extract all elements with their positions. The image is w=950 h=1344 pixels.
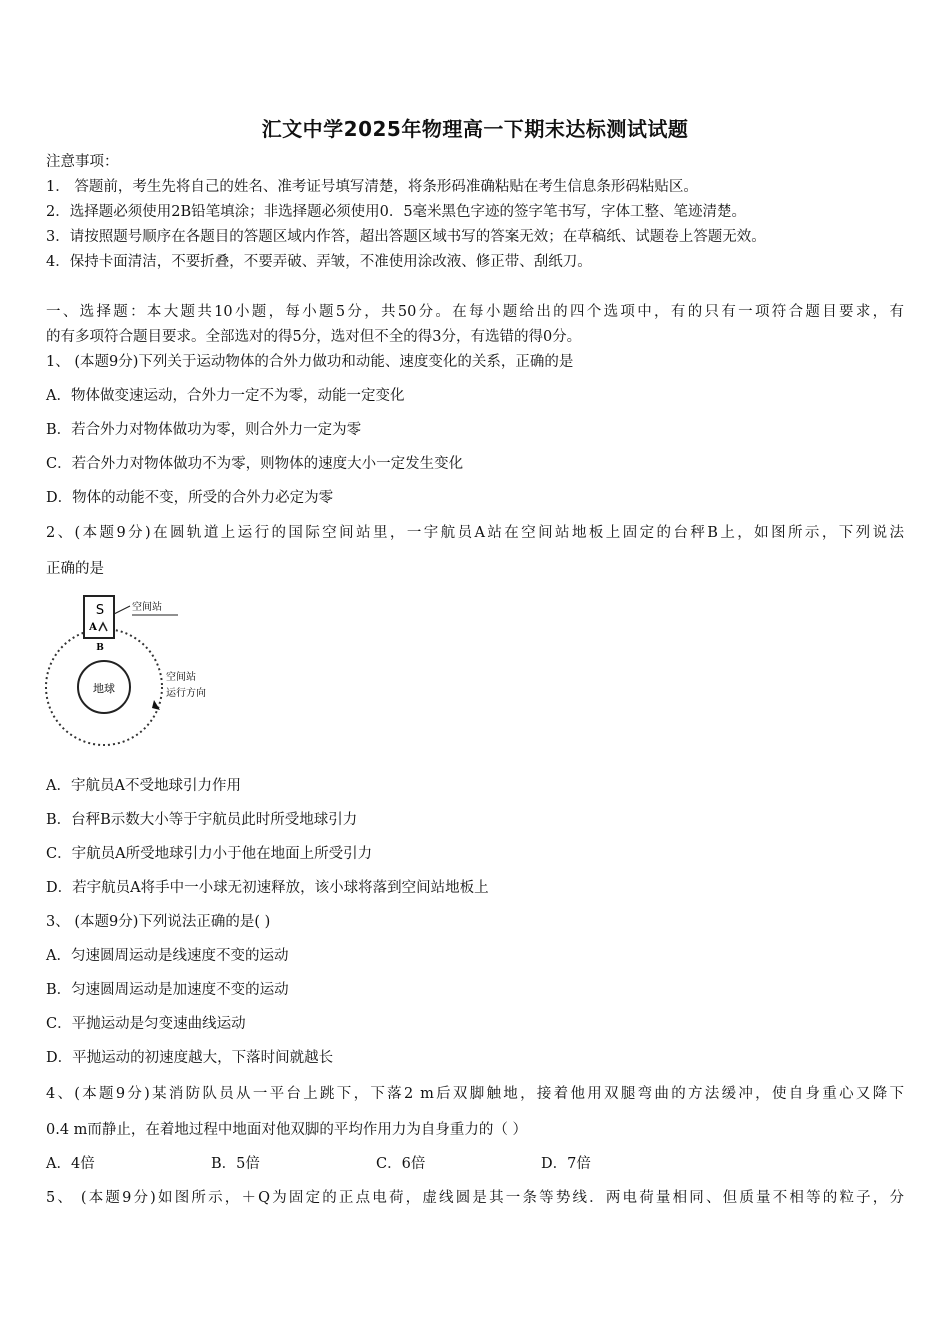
direction-label-line-2: 运行方向 [166,688,206,699]
q3-stem: 3、 (本题9分)下列说法正确的是( ) [46,914,271,930]
notice-item-1: 1． 答题前，考生先将自己的姓名、准考证号填写清楚，将条形码准确粘贴在考生信息条形码粘贴区。 [46,179,698,195]
q1-stem: 1、 (本题9分)下列关于运动物体的合外力做功和动能、速度变化的关系，正确的是 [46,354,574,370]
q4-option-c: C．6倍 [376,1156,426,1172]
q2-option-d: D．若宇航员A将手中一小球无初速释放，该小球将落到空间站地板上 [46,880,489,896]
q1-option-d: D．物体的动能不变，所受的合外力必定为零 [46,490,334,506]
section-intro-line-2: 的有多项符合题目要求。全部选对的得5分，选对但不全的得3分，有选错的得0分。 [46,329,582,345]
q2-option-c: C．宇航员A所受地球引力小于他在地面上所受引力 [46,846,373,862]
section-intro-line-1: 一、选择题：本大题共10小题，每小题5分，共50分。在每小题给出的四个选项中，有的只有一项符合题目要求，有 [46,304,904,320]
astronaut-figure: S [95,603,105,618]
scale-label: B [96,643,104,653]
notice-item-4: 4．保持卡面清洁，不要折叠，不要弄破、弄皱，不准使用涂改液、修正带、刮纸刀。 [46,254,592,270]
notice-item-3: 3．请按照题号顺序在各题目的答题区域内作答，超出答题区域书写的答案无效；在草稿纸、试题卷上答题无效。 [46,229,766,245]
q1-option-a: A．物体做变速运动，合外力一定不为零，动能一定变化 [46,388,405,404]
q3-option-a: A．匀速圆周运动是线速度不变的运动 [46,948,289,964]
notice-item-2: 2．选择题必须使用2B铅笔填涂；非选择题必须使用0．5毫米黑色字迹的签字笔书写，字体工整、笔迹清楚。 [46,204,747,220]
q4-option-d: D．7倍 [541,1156,591,1172]
space-station-figure [44,590,234,750]
notice-heading: 注意事项： [46,154,119,170]
q2-stem-line-2: 正确的是 [46,561,104,577]
q4-stem-line-2: 0.4 m而静止，在着地过程中地面对他双脚的平均作用力为自身重力的（ ） [46,1122,528,1138]
q3-option-b: B．匀速圆周运动是加速度不变的运动 [46,982,289,998]
q2-option-b: B．台秤B示数大小等于宇航员此时所受地球引力 [46,812,358,828]
station-pointer-line [114,606,130,614]
direction-arrow-icon [152,700,160,710]
q3-option-c: C．平抛运动是匀变速曲线运动 [46,1016,246,1032]
q4-stem-line-1: 4、(本题9分)某消防队员从一平台上跳下，下落2 m后双脚触地，接着他用双腿弯曲的方法缓冲，使自身重心又降下 [46,1086,904,1102]
q4-option-b: B．5倍 [211,1156,260,1172]
earth-label: 地球 [93,682,115,695]
direction-label-line-1: 空间站 [166,672,196,683]
q2-option-a: A．宇航员A不受地球引力作用 [46,778,241,794]
station-label: 空间站 [132,602,162,613]
q1-option-b: B．若合外力对物体做功为零，则合外力一定为零 [46,422,362,438]
q4-option-a: A．4倍 [46,1156,95,1172]
q1-option-c: C．若合外力对物体做功不为零，则物体的速度大小一定发生变化 [46,456,464,472]
page-title: 汇文中学2025年物理高一下期末达标测试试题 [261,117,689,141]
q2-stem-line-1: 2、(本题9分)在圆轨道上运行的国际空间站里，一宇航员A站在空间站地板上固定的台秤B上，如图所示，下列说法 [46,525,904,541]
astronaut-label: A [89,622,97,633]
q5-stem: 5、 (本题9分)如图所示，＋Q为固定的正点电荷，虚线圆是其一条等势线．两电荷量相同、但质量不相等的粒子，分 [46,1190,904,1206]
q3-option-d: D．平抛运动的初速度越大，下落时间就越长 [46,1050,334,1066]
